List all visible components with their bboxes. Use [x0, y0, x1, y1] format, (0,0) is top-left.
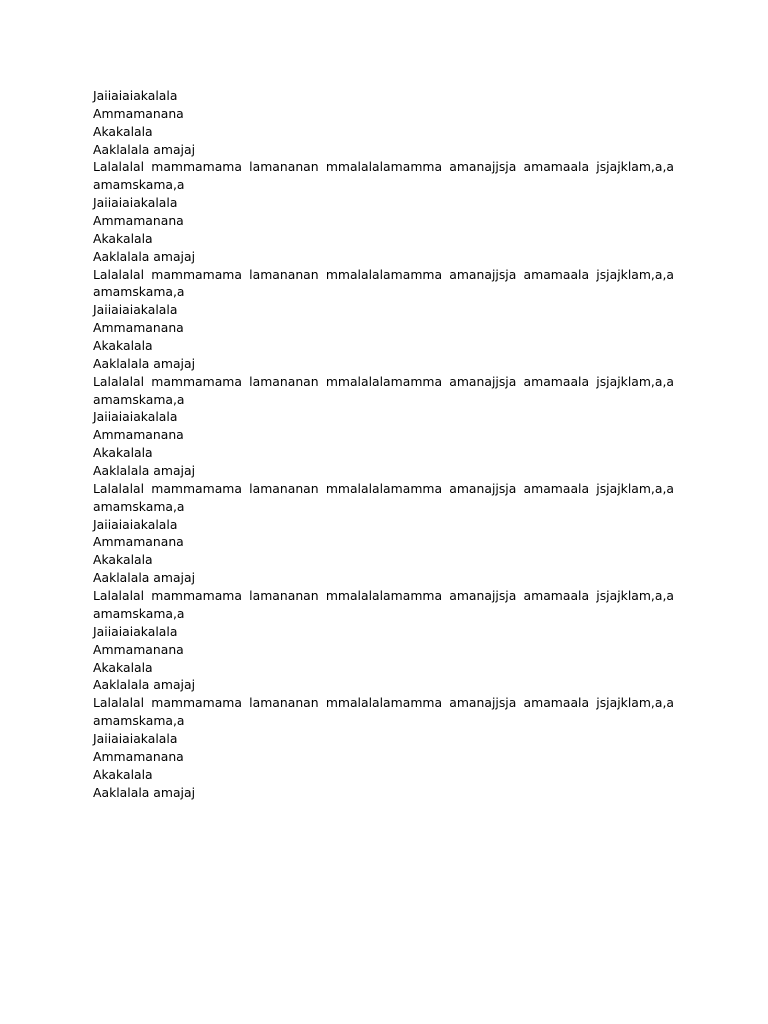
text-line: Aaklalala amajaj: [93, 784, 196, 800]
text-line: Aaklalala amajaj: [93, 463, 196, 479]
text-line: Akakalala: [93, 123, 153, 139]
text-line: Aaklalala amajaj: [93, 141, 196, 157]
text-paragraph: Lalalalal mammamama lamananan mmalalalamamma amanajjsja amamaala jsjajklam,a,a amamskama,a: [93, 159, 674, 193]
text-line: Akakalala: [93, 552, 153, 568]
text-line: Jaiiaiaiakalala: [93, 730, 178, 746]
text-line: Ammamanana: [93, 213, 184, 229]
text-line: Jaiiaiaiakalala: [93, 623, 178, 639]
text-paragraph: Lalalalal mammamama lamananan mmalalalamamma amanajjsja amamaala jsjajklam,a,a amamskama,a: [93, 588, 674, 621]
text-line: Aaklalala amajaj: [93, 355, 196, 371]
text-line: Jaiiaiaiakalala: [93, 409, 178, 425]
text-line: Jaiiaiaiakalala: [93, 516, 178, 532]
document-body: [93, 87, 674, 801]
text-line: Aaklalala amajaj: [93, 677, 196, 693]
text-line: Akakalala: [93, 659, 153, 675]
text-line: Jaiiaiaiakalala: [93, 302, 178, 318]
text-line: Aaklalala amajaj: [93, 248, 196, 264]
text-paragraph: Lalalalal mammamama lamananan mmalalalamamma amanajjsja amamaala jsjajklam,a,a amamskama,a: [93, 695, 674, 729]
text-line: Akakalala: [93, 445, 153, 461]
text-line: Jaiiaiaiakalala: [93, 195, 178, 211]
text-line: Akakalala: [93, 230, 153, 246]
text-paragraph: Lalalalal mammamama lamananan mmalalalamamma amanajjsja amamaala jsjajklam,a,a amamskama,a: [93, 480, 674, 514]
text-paragraph: Lalalalal mammamama lamananan mmalalalamamma amanajjsja amamaala jsjajklam,a,a amamskama,a: [93, 266, 674, 300]
text-paragraph: Lalalalal mammamama lamananan mmalalalamamma amanajjsja amamaala jsjajklam,a,a amamskama,a: [93, 373, 674, 407]
text-line: Ammamanana: [93, 105, 184, 121]
text-line: Jaiiaiaiakalala: [93, 88, 178, 103]
text-line: Ammamanana: [93, 534, 184, 550]
text-line: Akakalala: [93, 766, 153, 782]
text-line: Aaklalala amajaj: [93, 570, 196, 586]
text-line: Ammamanana: [93, 641, 184, 657]
text-line: Akakalala: [93, 338, 153, 354]
text-line: Ammamanana: [93, 427, 184, 443]
text-line: Ammamanana: [93, 748, 184, 764]
text-line: Ammamanana: [93, 320, 184, 336]
